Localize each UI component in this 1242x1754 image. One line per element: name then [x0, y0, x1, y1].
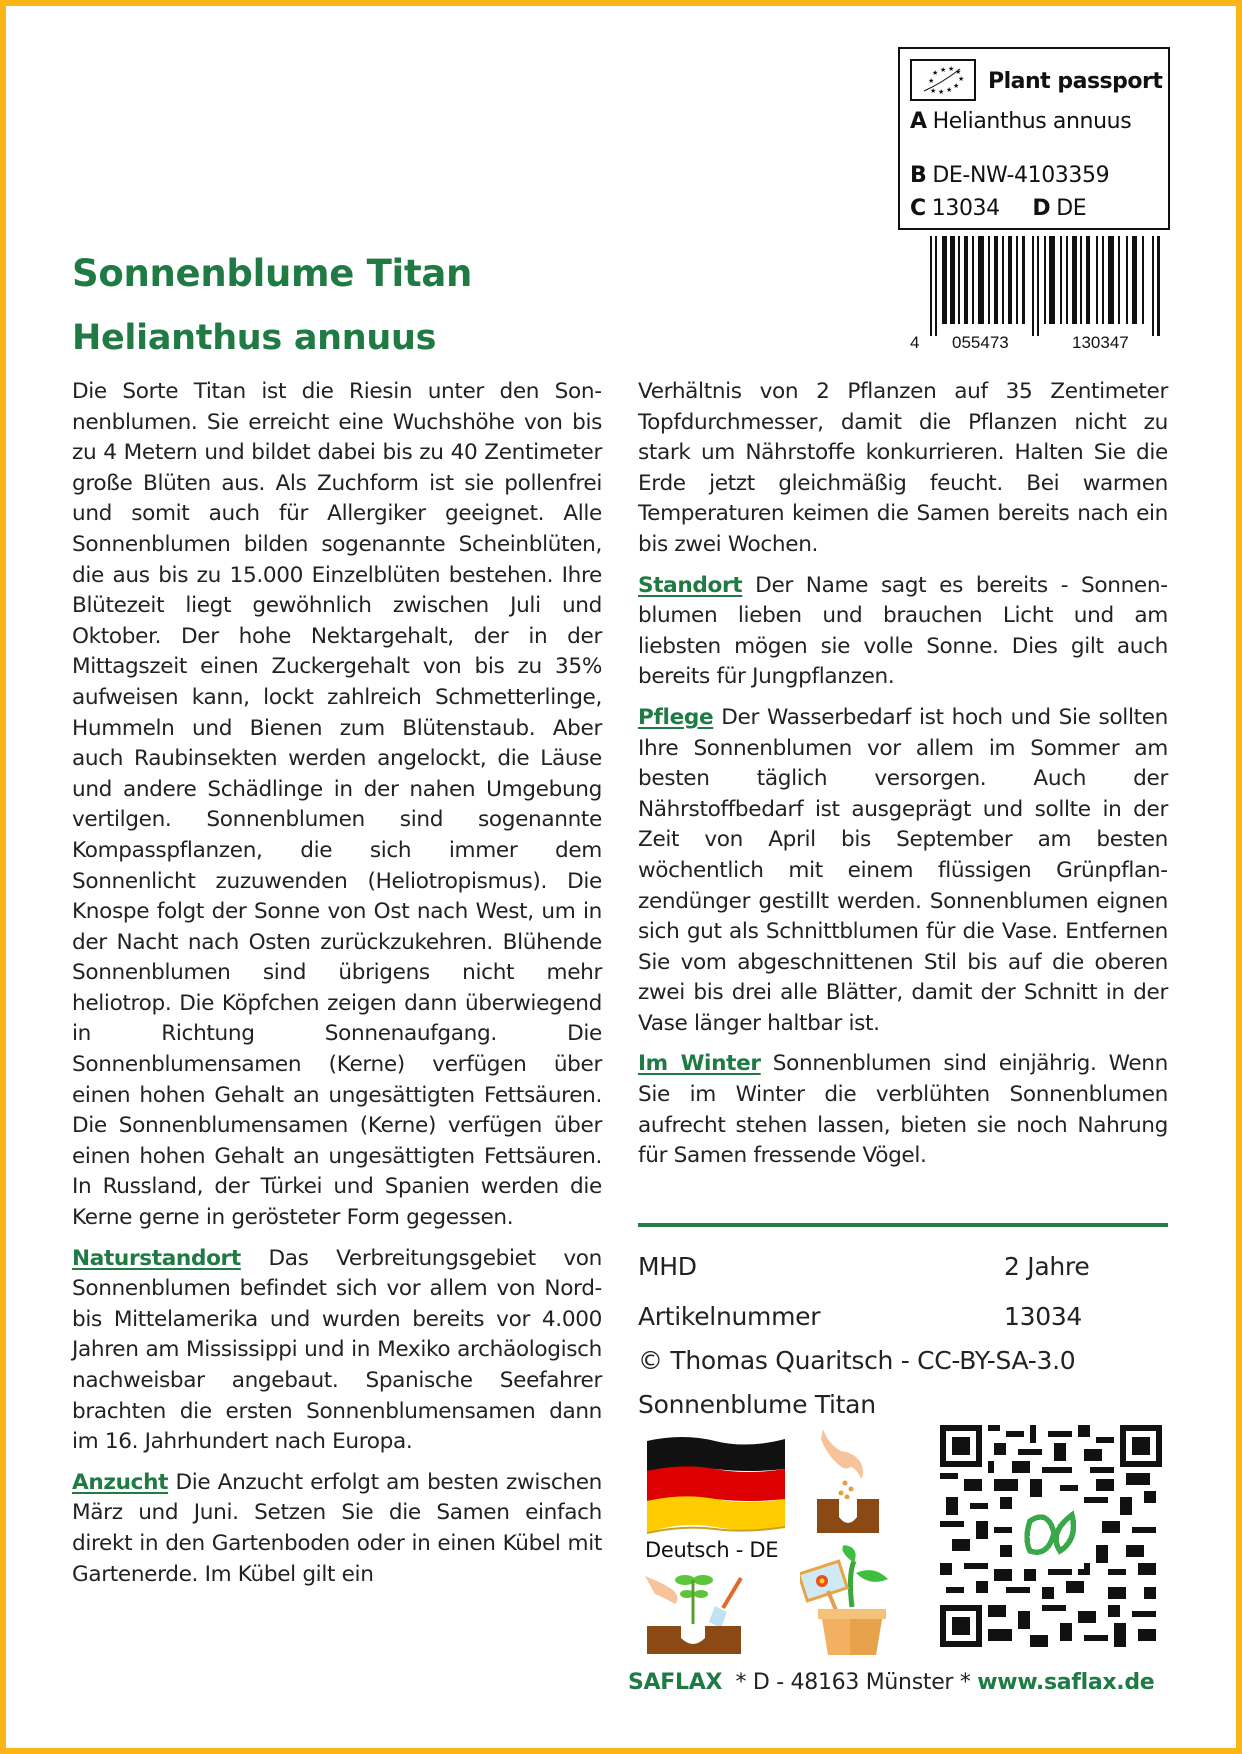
sowing-hand-icon [815, 1425, 895, 1535]
article-number-label: Artikelnummer [638, 1302, 821, 1331]
svg-text:★: ★ [948, 65, 955, 73]
passport-line-cd [910, 196, 1086, 221]
svg-text:★: ★ [940, 66, 947, 74]
description-right-column [638, 377, 1168, 1182]
passport-line-b [910, 163, 1109, 188]
qr-code-icon [940, 1425, 1162, 1647]
section-text-winter: Sonnenblumen sind einjährig. Wenn Sie im Winter die verblühten Sonnenblumen aufrecht stehen lassen, bieten sie noch Nahrung für Samen fressende Vögel. [638, 1051, 1168, 1169]
passport-label-a: A [910, 109, 927, 134]
product-latin-name: Helianthus annuus [72, 318, 437, 358]
svg-text:★: ★ [932, 69, 939, 77]
passport-label-b: B [910, 163, 927, 188]
passport-value-d: DE [1056, 196, 1087, 221]
eu-organic-leaf-icon [910, 59, 976, 101]
section-heading-pflege: Pflege [638, 704, 714, 730]
svg-text:★: ★ [953, 82, 960, 90]
section-naturstandort [72, 1244, 602, 1458]
section-anzucht [72, 1468, 602, 1590]
footer [628, 1670, 1154, 1695]
language-label: Deutsch - DE [645, 1538, 779, 1562]
section-pflege [638, 703, 1168, 1040]
image-copyright: © Thomas Quaritsch - CC-BY-SA-3.0 [638, 1346, 1076, 1375]
section-text-standort: Der Name sagt es bereits - Sonnenblumen lieben und brauchen Licht und am liebsten mögen sie volle Sonne. Dies gilt auch bereits für Jungpflanzen. [638, 572, 1168, 690]
planting-seedling-icon [645, 1568, 755, 1656]
section-standort [638, 571, 1168, 693]
barcode-left-group: 055473 [952, 333, 1009, 352]
plant-passport [898, 47, 1170, 230]
section-winter [638, 1049, 1168, 1171]
section-text-anzucht: Die Anzucht erfolgt am besten zwischen März und Juni. Setzen Sie die Samen einfach direkt in den Gartenboden oder in einen Kübel mit Gartenerde. Im Kübel gilt ein [72, 1469, 602, 1587]
passport-label-c: C [910, 196, 926, 221]
svg-text:★: ★ [930, 87, 937, 95]
brand-name: SAFLAX [628, 1670, 723, 1695]
barcode-icon [920, 236, 1170, 348]
passport-value-c: 13034 [931, 196, 1000, 221]
svg-text:★: ★ [958, 75, 965, 83]
svg-text:★: ★ [938, 88, 945, 96]
website-link[interactable]: www.saflax.de [977, 1670, 1155, 1695]
section-text-naturstandort: Das Verbreitungsgebiet von Sonnenblumen befindet sich vor allem von Nord- bis Mittelamerika und wurden bereits vor 4.000 Jahren am Mississippi und in Mexiko archäologisch nachweisbar angebaut. Spanische Seefahrer brachten die ersten Sonnenblumensamen dann im 16. Jahrhundert nach Europa. [72, 1245, 602, 1455]
article-number-value: 13034 [1004, 1302, 1083, 1331]
barcode-first-digit: 4 [910, 333, 920, 352]
passport-value-a: Helianthus annuus [932, 109, 1132, 134]
product-title: Sonnenblume Titan [72, 252, 473, 295]
description-left-column [72, 377, 602, 1600]
mhd-value: 2 Jahre [1004, 1252, 1090, 1281]
barcode-right-group: 130347 [1072, 333, 1129, 352]
germany-flag-icon [643, 1433, 789, 1535]
section-heading-standort: Standort [638, 572, 743, 598]
passport-line-a [910, 109, 1131, 134]
svg-text:★: ★ [946, 86, 953, 94]
svg-text:★: ★ [928, 77, 935, 85]
passport-label-d: D [1032, 196, 1051, 221]
svg-text:★: ★ [955, 68, 962, 76]
section-heading-winter: Im Winter [638, 1051, 761, 1077]
intro-paragraph: Die Sorte Titan ist die Riesin unter den Sonnenblumen. Sie erreicht eine Wuchshöhe von bis zu 4 Metern und bildet dabei bis zu 40 Zentimeter große Blüten aus. Als Zuchform ist sie pollenfrei und somit auch für Allergiker geeignet. Alle Sonnenblumen bilden sogenannte Scheinblüten, die aus bis zu 15.000 Einzelblüten bestehen. Ihre Blütezeit liegt gewöhnlich zwischen Juli und Oktober. Der hohe Nektargehalt, der in der Mittagszeit einen Zuckergehalt von bis zu 35% aufweisen kann, lockt zahlreich Schmetterlinge, Hummeln und Bienen zum Blütenstaub. Aber auch Raubinsekten werden angelockt, die Läuse und andere Schädlinge in der nahen Umgebung vertilgen. Sonnenblumen sind sogenannte Kompasspflanzen, die sich immer dem Sonnenlicht zuzuwenden (Heliotropismus). Die Knospe folgt der Sonne von Ost nach West, um in der Nacht nach Osten zurückzukehren. Blühende Sonnenblumen sind übrigens nicht mehr heliotrop. Die Köpfchen zeigen dann überwiegend in Richtung Sonnenaufgang. Die Sonnenblumensamen (Kerne) verfügen über einen hohen Gehalt an ungesättigten Fettsäuren. Die Sonnenblumensamen (Kerne) verfügen über einen hohen Gehalt an ungesättigten Fettsäuren. In Russland, der Türkei und Spanien werden die Kerne gerne in gerösteter Form gegessen. [72, 379, 602, 1231]
passport-heading: Plant passport [988, 69, 1163, 94]
anzucht-continued: Verhältnis von 2 Pflanzen auf 35 Zentimeter Topfdurchmesser, damit die Pflanzen nicht zu stark um Nährstoffe konkurrieren. Halten Sie die Erde jetzt gleichmäßig feucht. Bei warmen Temperaturen keimen die Samen bereits nach ein bis zwei Wochen. [638, 379, 1168, 557]
passport-value-b: DE-NW-4103359 [932, 163, 1110, 188]
section-heading-naturstandort: Naturstandort [72, 1245, 241, 1271]
footer-address: * D - 48163 Münster * [722, 1670, 978, 1695]
image-caption: Sonnenblume Titan [638, 1390, 876, 1419]
section-text-pflege: Der Wasserbedarf ist hoch und Sie sollten Ihre Sonnenblumen vor allem im Sommer am besten täglich versorgen. Auch der Nährstoffbedarf ist ausgeprägt und sollte in der Zeit von April bis September am besten wöchentlich mit einem flüssigen Grünpflanzendünger gestillt werden. Sonnenblumen eignen sich gut als Schnittblumen für die Vase. Entfernen Sie vom abgeschnittenen Stil bis auf die oberen zwei bis drei alle Blätter, damit der Schnitt in der Vase länger haltbar ist. [638, 704, 1168, 1036]
potted-seedling-icon [800, 1545, 895, 1657]
section-heading-anzucht: Anzucht [72, 1469, 169, 1495]
green-divider [638, 1223, 1168, 1227]
mhd-label: MHD [638, 1252, 697, 1281]
